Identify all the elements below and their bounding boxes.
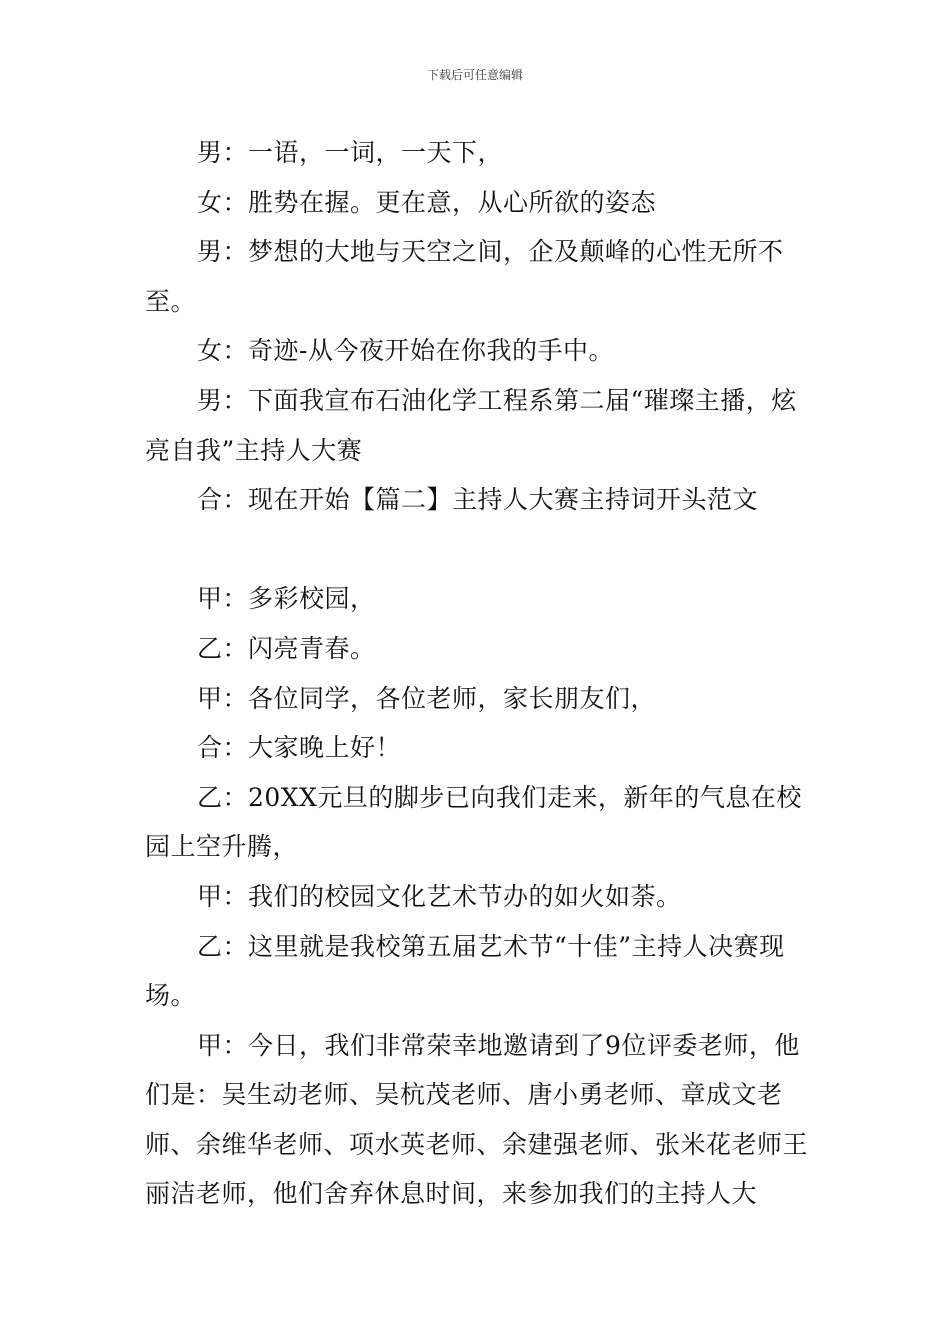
paragraph: 男：下面我宣布石油化学工程系第二届“璀璨主播，炫亮自我”主持人大赛: [145, 385, 797, 465]
paragraph: 合：现在开始【篇二】主持人大赛主持词开头范文: [197, 485, 759, 515]
paragraph: 甲：我们的校园文化艺术节办的如火如荼。: [197, 881, 682, 911]
document-body: [145, 128, 815, 1219]
page-header-note: 下载后可任意编辑: [426, 68, 523, 82]
paragraph: 乙：20XX元旦的脚步已向我们走来，新年的气息在校园上空升腾，: [145, 782, 802, 862]
paragraph: 甲：各位同学，各位老师，家长朋友们，: [197, 683, 657, 713]
blank-line: [145, 525, 815, 575]
paragraph: 乙：这里就是我校第五届艺术节“十佳”主持人决赛现场。: [145, 931, 785, 1011]
paragraph: 甲：多彩校园，: [197, 584, 376, 614]
paragraph: 男：梦想的大地与天空之间，企及颠峰的心性无所不至。: [145, 237, 784, 316]
paragraph: 甲：今日，我们非常荣幸地邀请到了9位评委老师，他们是：吴生动老师、吴杭茂老师、唐小勇老师、章成文老师、余维华老师、项水英老师、余建强老师、张米花老师王丽洁老师，他们舍弃休息时间，来参加我们的主持人大: [145, 1030, 809, 1209]
paragraph: 男：一语，一词，一天下，: [197, 138, 504, 167]
paragraph: 乙：闪亮青春。: [197, 633, 376, 663]
paragraph: 女：奇迹-从今夜开始在你我的手中。: [197, 336, 614, 366]
paragraph: 合：大家晚上好！: [197, 733, 402, 763]
paragraph: 女：胜势在握。更在意，从心所欲的姿态: [197, 187, 657, 217]
